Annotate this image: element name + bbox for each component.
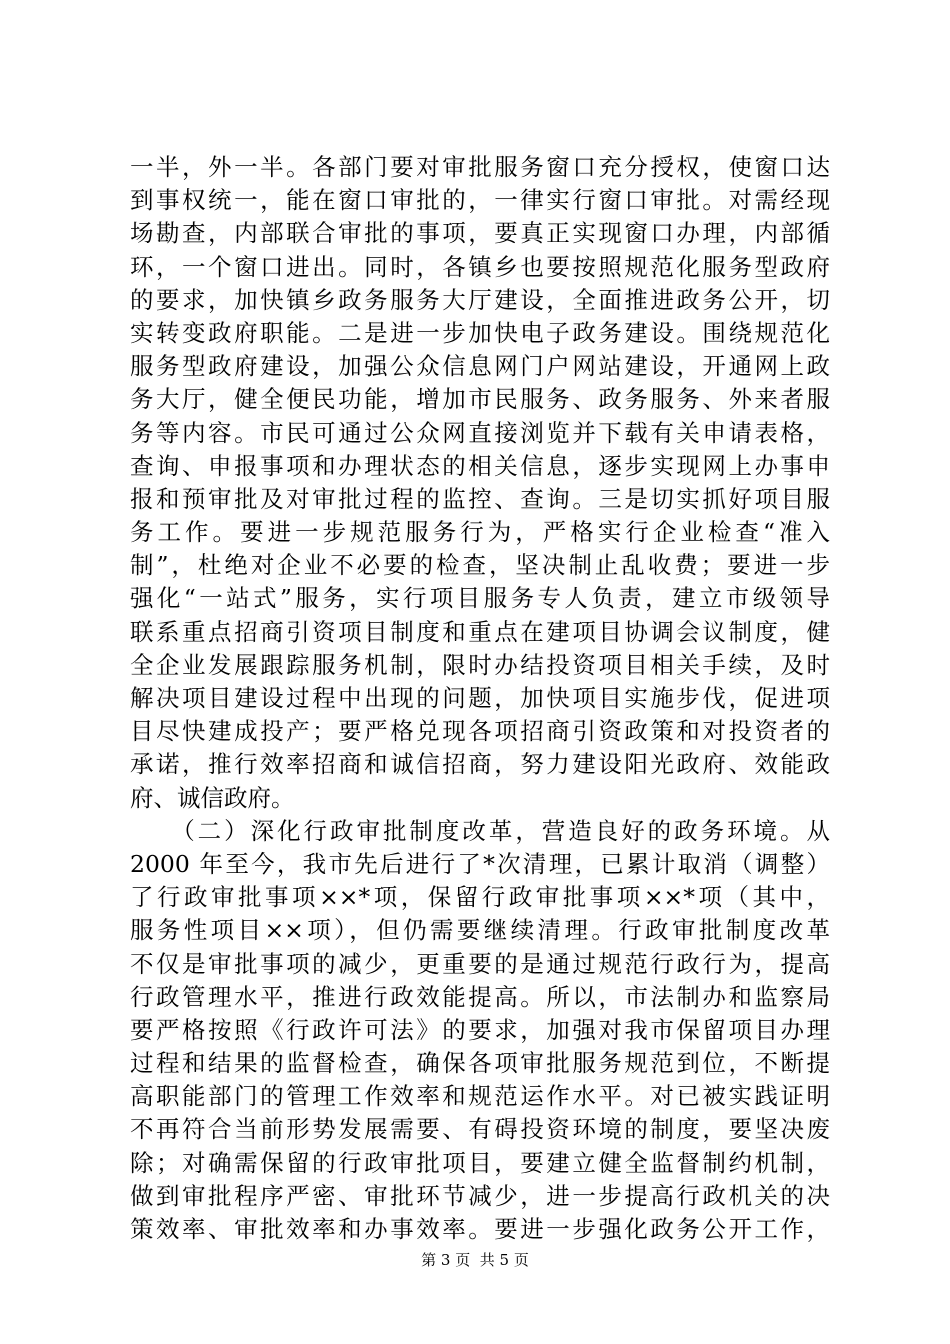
text-line: 全企业发展跟踪服务机制，限时办结投资项目相关手续，及时 xyxy=(130,650,830,679)
text-line: 行政管理水平，推进行政效能提高。所以，市法制办和监察局 xyxy=(130,982,830,1011)
text-line: 了行政审批事项××*项，保留行政审批事项××*项（其中， xyxy=(130,883,830,912)
text-line: 做到审批程序严密、审批环节减少，进一步提高行政机关的决 xyxy=(130,1181,830,1210)
text-line: 要严格按照《行政许可法》的要求，加强对我市保留项目办理 xyxy=(130,1015,830,1044)
text-line: 场勘查，内部联合审批的事项，要真正实现窗口办理，内部循 xyxy=(130,219,830,248)
text-line: 务大厅，健全便民功能，增加市民服务、政务服务、外来者服 xyxy=(130,385,830,414)
text-line: 实转变政府职能。二是进一步加快电子政务建设。围绕规范化 xyxy=(130,318,830,347)
text-line: 一半，外一半。各部门要对审批服务窗口充分授权，使窗口达 xyxy=(130,153,830,181)
body-text xyxy=(130,151,830,1246)
page-number: 第 3 页 共 5 页 xyxy=(421,1251,529,1269)
text-line: 报和预审批及对审批过程的监控、查询。三是切实抓好项目服 xyxy=(130,484,830,513)
text-line: 强化“一站式”服务，实行项目服务专人负责，建立市级领导 xyxy=(130,584,830,613)
text-line: 务工作。要进一步规范服务行为，严格实行企业检查“准入 xyxy=(130,518,830,547)
text-line: 目尽快建成投产；要严格兑现各项招商引资政策和对投资者的 xyxy=(130,717,830,746)
text-line: 解决项目建设过程中出现的问题，加快项目实施步伐，促进项 xyxy=(130,684,830,712)
page-footer xyxy=(0,1250,950,1270)
text-line: 联系重点招商引资项目制度和重点在建项目协调会议制度，健 xyxy=(130,617,830,646)
text-line: 策效率、审批效率和办事效率。要进一步强化政务公开工作， xyxy=(130,1215,830,1243)
text-line: 查询、申报事项和办理状态的相关信息，逐步实现网上办事申 xyxy=(130,451,830,480)
text-line: 不仅是审批事项的减少，更重要的是通过规范行政行为，提高 xyxy=(130,949,830,978)
text-line: 府、诚信政府。 xyxy=(130,783,295,812)
text-line: 承诺，推行效率招商和诚信招商，努力建设阳光政府、效能政 xyxy=(130,750,830,779)
text-line: 务等内容。市民可通过公众网直接浏览并下载有关申请表格， xyxy=(130,418,830,447)
text-line: （二）深化行政审批制度改革，营造良好的政务环境。从 xyxy=(130,816,830,845)
text-line: 到事权统一，能在窗口审批的，一律实行窗口审批。对需经现 xyxy=(130,186,830,215)
text-line: 的要求，加快镇乡政务服务大厅建设，全面推进政务公开，切 xyxy=(130,285,830,314)
text-line: 制”，杜绝对企业不必要的检查，坚决制止乱收费；要进一步 xyxy=(130,551,830,580)
text-line: 不再符合当前形势发展需要、有碍投资环境的制度，要坚决废 xyxy=(130,1115,830,1144)
text-line: 服务型政府建设，加强公众信息网门户网站建设，开通网上政 xyxy=(130,352,830,381)
text-line: 2000 年至今，我市先后进行了*次清理，已累计取消（调整） xyxy=(130,849,830,878)
text-line: 服务性项目××项），但仍需要继续清理。行政审批制度改革 xyxy=(130,916,830,945)
text-line: 环，一个窗口进出。同时，各镇乡也要按照规范化服务型政府 xyxy=(130,252,830,281)
text-line: 过程和结果的监督检查，确保各项审批服务规范到位，不断提 xyxy=(130,1049,830,1078)
text-line: 高职能部门的管理工作效率和规范运作水平。对已被实践证明 xyxy=(130,1082,830,1111)
text-line: 除；对确需保留的行政审批项目，要建立健全监督制约机制， xyxy=(130,1148,830,1177)
